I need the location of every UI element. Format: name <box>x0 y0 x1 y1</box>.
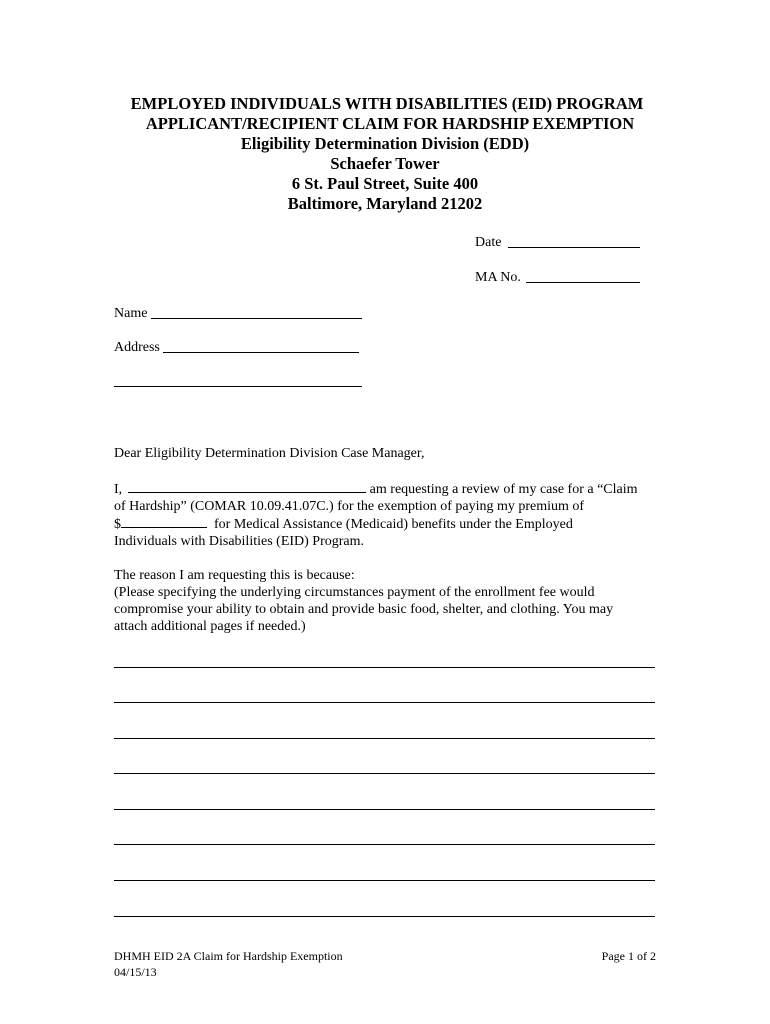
premium-amount-field[interactable] <box>121 515 207 528</box>
dollar-sign: $ <box>114 517 121 532</box>
reason-line-field[interactable] <box>114 844 655 845</box>
title-line-division: Eligibility Determination Division (EDD) <box>240 134 530 153</box>
request-line-1-text: am requesting a review of my case for a “Claim <box>369 482 638 497</box>
reason-line-field[interactable] <box>114 809 655 810</box>
title-line-program: EMPLOYED INDIVIDUALS WITH DISABILITIES (EID) PROGRAM <box>130 94 644 113</box>
reason-line-2: (Please specifying the underlying circumstances payment of the enrollment fee would <box>114 585 595 600</box>
reason-line-3: compromise your ability to obtain and provide basic food, shelter, and clothing. You may <box>114 602 614 617</box>
reason-line-field[interactable] <box>114 773 655 774</box>
applicant-name-field[interactable] <box>128 480 366 493</box>
form-date: 04/15/13 <box>114 965 157 979</box>
reason-line-field[interactable] <box>114 667 655 668</box>
reason-line-1: The reason I am requesting this is because: <box>114 568 355 583</box>
request-line-4: Individuals with Disabilities (EID) Program. <box>114 534 365 549</box>
document-title <box>0 94 770 214</box>
page-number: Page 1 of 2 <box>601 949 656 963</box>
reason-line-field[interactable] <box>114 880 655 881</box>
request-line-3-text: for Medical Assistance (Medicaid) benefits under the Employed <box>214 517 573 532</box>
address-label: Address <box>114 340 160 355</box>
request-line-1 <box>114 480 638 498</box>
name-field[interactable] <box>151 318 362 319</box>
ma-number-label: MA No. <box>475 270 521 285</box>
reason-line-field[interactable] <box>114 916 655 917</box>
form-name: DHMH EID 2A Claim for Hardship Exemption <box>114 949 343 963</box>
ma-number-field[interactable] <box>526 282 640 283</box>
name-label: Name <box>114 306 148 321</box>
request-prefix: I, <box>114 482 123 497</box>
reason-line-field[interactable] <box>114 738 655 739</box>
title-line-city: Baltimore, Maryland 21202 <box>287 194 483 213</box>
date-field[interactable] <box>508 247 640 248</box>
request-line-3 <box>114 515 638 533</box>
address-field-line-2[interactable] <box>114 386 362 387</box>
request-paragraph <box>114 480 638 550</box>
date-label: Date <box>475 235 502 250</box>
reason-paragraph <box>114 567 613 635</box>
salutation: Dear Eligibility Determination Division Case Manager, <box>114 446 425 461</box>
title-line-building: Schaefer Tower <box>330 154 440 173</box>
reason-line-field[interactable] <box>114 702 655 703</box>
title-line-street: 6 St. Paul Street, Suite 400 <box>291 174 479 193</box>
request-line-2: of Hardship” (COMAR 10.09.41.07C.) for the exemption of paying my premium of <box>114 499 585 514</box>
title-line-claim: APPLICANT/RECIPIENT CLAIM FOR HARDSHIP EXEMPTION <box>145 114 635 133</box>
reason-line-4: attach additional pages if needed.) <box>114 619 306 634</box>
address-field-line-1[interactable] <box>163 352 359 353</box>
